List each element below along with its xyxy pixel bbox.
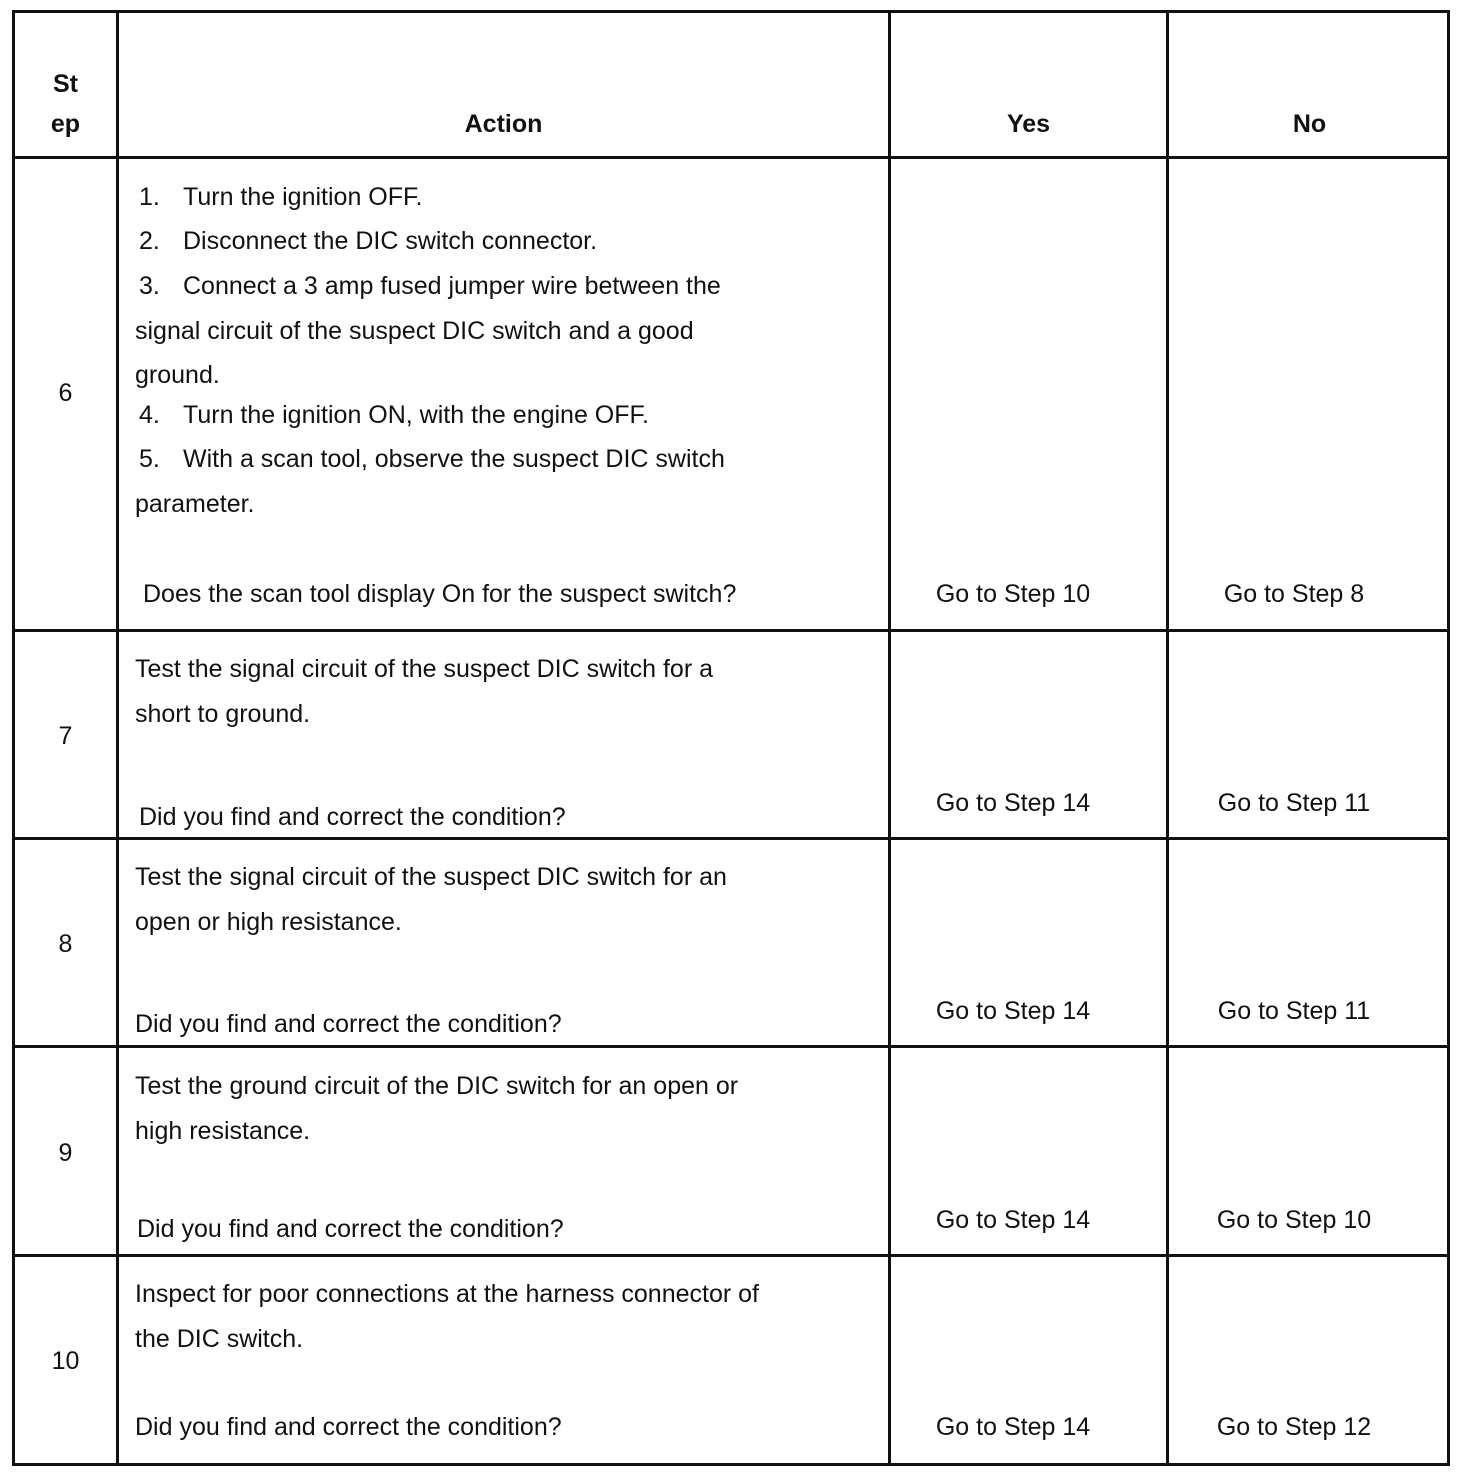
list-item-text: Turn the ignition ON, with the engine OFF. <box>183 401 649 429</box>
list-item <box>135 403 649 428</box>
list-item-number: 2. <box>139 227 160 255</box>
action-text-line1: Test the signal circuit of the suspect DIC switch for a <box>135 655 714 683</box>
step-number: 8 <box>58 930 73 958</box>
list-item <box>135 229 597 254</box>
row-divider <box>15 837 1447 840</box>
list-item-text: With a scan tool, observe the suspect DIC switch <box>183 445 725 473</box>
list-item <box>135 447 725 472</box>
no-result: Go to Step 10 <box>1216 1206 1372 1234</box>
list-item <box>135 185 422 210</box>
header-no: No <box>1292 110 1327 138</box>
yes-result: Go to Step 14 <box>935 1413 1091 1441</box>
list-item-text: Connect a 3 amp fused jumper wire between the <box>183 272 721 300</box>
column-divider <box>116 13 119 1463</box>
action-text-line2: the DIC switch. <box>135 1325 304 1353</box>
row-divider <box>15 1254 1447 1257</box>
question-text: Did you find and correct the condition? <box>135 1413 562 1441</box>
action-text-line1: Test the ground circuit of the DIC switch for an open or <box>135 1072 739 1100</box>
yes-result: Go to Step 14 <box>935 789 1091 817</box>
step-number: 10 <box>51 1347 80 1375</box>
list-item-continuation <box>135 492 255 517</box>
question-text: Does the scan tool display On for the suspect switch? <box>143 580 737 608</box>
no-result: Go to Step 11 <box>1217 789 1371 817</box>
list-item-text: ground. <box>135 361 220 389</box>
list-item <box>135 274 721 299</box>
diagnostic-table <box>12 10 1450 1466</box>
row-divider <box>15 629 1447 632</box>
list-item-continuation <box>135 319 694 344</box>
header-action: Action <box>464 110 543 138</box>
column-divider <box>1166 13 1169 1463</box>
header-step-line2: ep <box>50 110 81 138</box>
action-text-line1: Inspect for poor connections at the harness connector of <box>135 1280 759 1308</box>
list-item-number: 3. <box>139 272 160 300</box>
step-number: 9 <box>58 1139 73 1167</box>
action-text-line1: Test the signal circuit of the suspect DIC switch for an <box>135 863 727 891</box>
list-item-text: Turn the ignition OFF. <box>183 183 423 211</box>
header-step-line1: St <box>53 70 78 98</box>
list-item-text: parameter. <box>135 490 255 518</box>
no-result: Go to Step 12 <box>1216 1413 1372 1441</box>
header-yes: Yes <box>1006 110 1051 138</box>
list-item-text: signal circuit of the suspect DIC switch and a good <box>135 317 694 345</box>
yes-result: Go to Step 14 <box>935 997 1091 1025</box>
list-item-number: 1. <box>139 183 160 211</box>
no-result: Go to Step 11 <box>1217 997 1371 1025</box>
question-text: Did you find and correct the condition? <box>139 803 566 831</box>
action-text-line2: high resistance. <box>135 1117 311 1145</box>
no-result: Go to Step 8 <box>1223 580 1365 608</box>
list-item-text: Disconnect the DIC switch connector. <box>183 227 598 255</box>
step-number: 6 <box>58 379 73 407</box>
list-item-continuation <box>135 363 220 388</box>
list-item-number: 5. <box>139 445 160 473</box>
row-divider <box>15 156 1447 159</box>
list-item-number: 4. <box>139 401 160 429</box>
row-divider <box>15 1045 1447 1048</box>
yes-result: Go to Step 10 <box>935 580 1091 608</box>
action-text-line2: short to ground. <box>135 700 311 728</box>
step-number: 7 <box>58 722 73 750</box>
question-text: Did you find and correct the condition? <box>137 1215 564 1243</box>
yes-result: Go to Step 14 <box>935 1206 1091 1234</box>
action-text-line2: open or high resistance. <box>135 908 402 936</box>
column-divider <box>888 13 891 1463</box>
question-text: Did you find and correct the condition? <box>135 1010 562 1038</box>
